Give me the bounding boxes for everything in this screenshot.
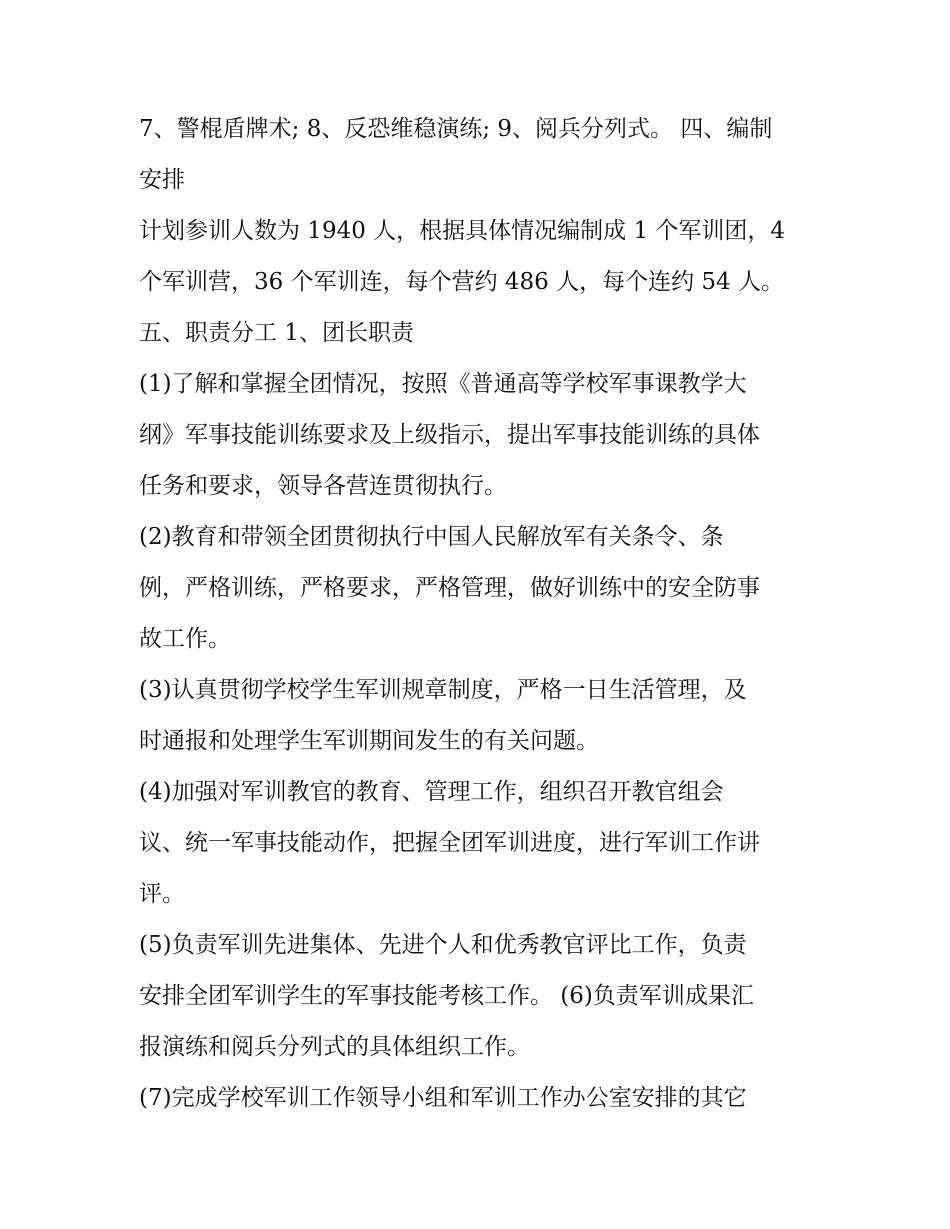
text-line: 计划参训人数为 1940 人，根据具体情况编制成 1 个军训团，4 (139, 218, 786, 244)
text-line: 纲》军事技能训练要求及上级指示，提出军事技能训练的具体 (139, 422, 760, 448)
section-heading: 五、职责分工 1、团长职责 (139, 320, 414, 346)
text-line: 议、统一军事技能动作，把握全团军训进度，进行军训工作讲 (139, 830, 760, 856)
text-line: 例，严格训练，严格要求，严格管理，做好训练中的安全防事 (139, 575, 760, 601)
text-line: (5)负责军训先进集体、先进个人和优秀教官评比工作，负责 (139, 932, 747, 958)
text-line: (7)完成学校军训工作领导小组和军训工作办公室安排的其它 (139, 1085, 747, 1111)
text-line: 评。 (139, 881, 185, 907)
text-line: (4)加强对军训教官的教育、管理工作，组织召开教官组会 (139, 779, 724, 805)
text-line: 安排 (139, 167, 185, 193)
text-line: (2)教育和带领全团贯彻执行中国人民解放军有关条令、条 (139, 524, 724, 550)
text-line: 7、警棍盾牌术; 8、反恐维稳演练; 9、阅兵分列式。 四、编制 (139, 116, 773, 142)
text-line: (3)认真贯彻学校学生军训规章制度，严格一日生活管理，及 (139, 677, 747, 703)
text-line: 故工作。 (139, 626, 231, 652)
text-line: (1)了解和掌握全团情况，按照《普通高等学校军事课教学大 (139, 371, 747, 397)
text-line: 个军训营，36 个军训连，每个营约 486 人，每个连约 54 人。 (139, 269, 784, 295)
text-line: 报演练和阅兵分列式的具体组织工作。 (139, 1034, 530, 1060)
text-line: 任务和要求，领导各营连贯彻执行。 (139, 473, 507, 499)
text-line: 时通报和处理学生军训期间发生的有关问题。 (139, 728, 599, 754)
text-line: 安排全团军训学生的军事技能考核工作。 (6)负责军训成果汇 (139, 983, 754, 1009)
